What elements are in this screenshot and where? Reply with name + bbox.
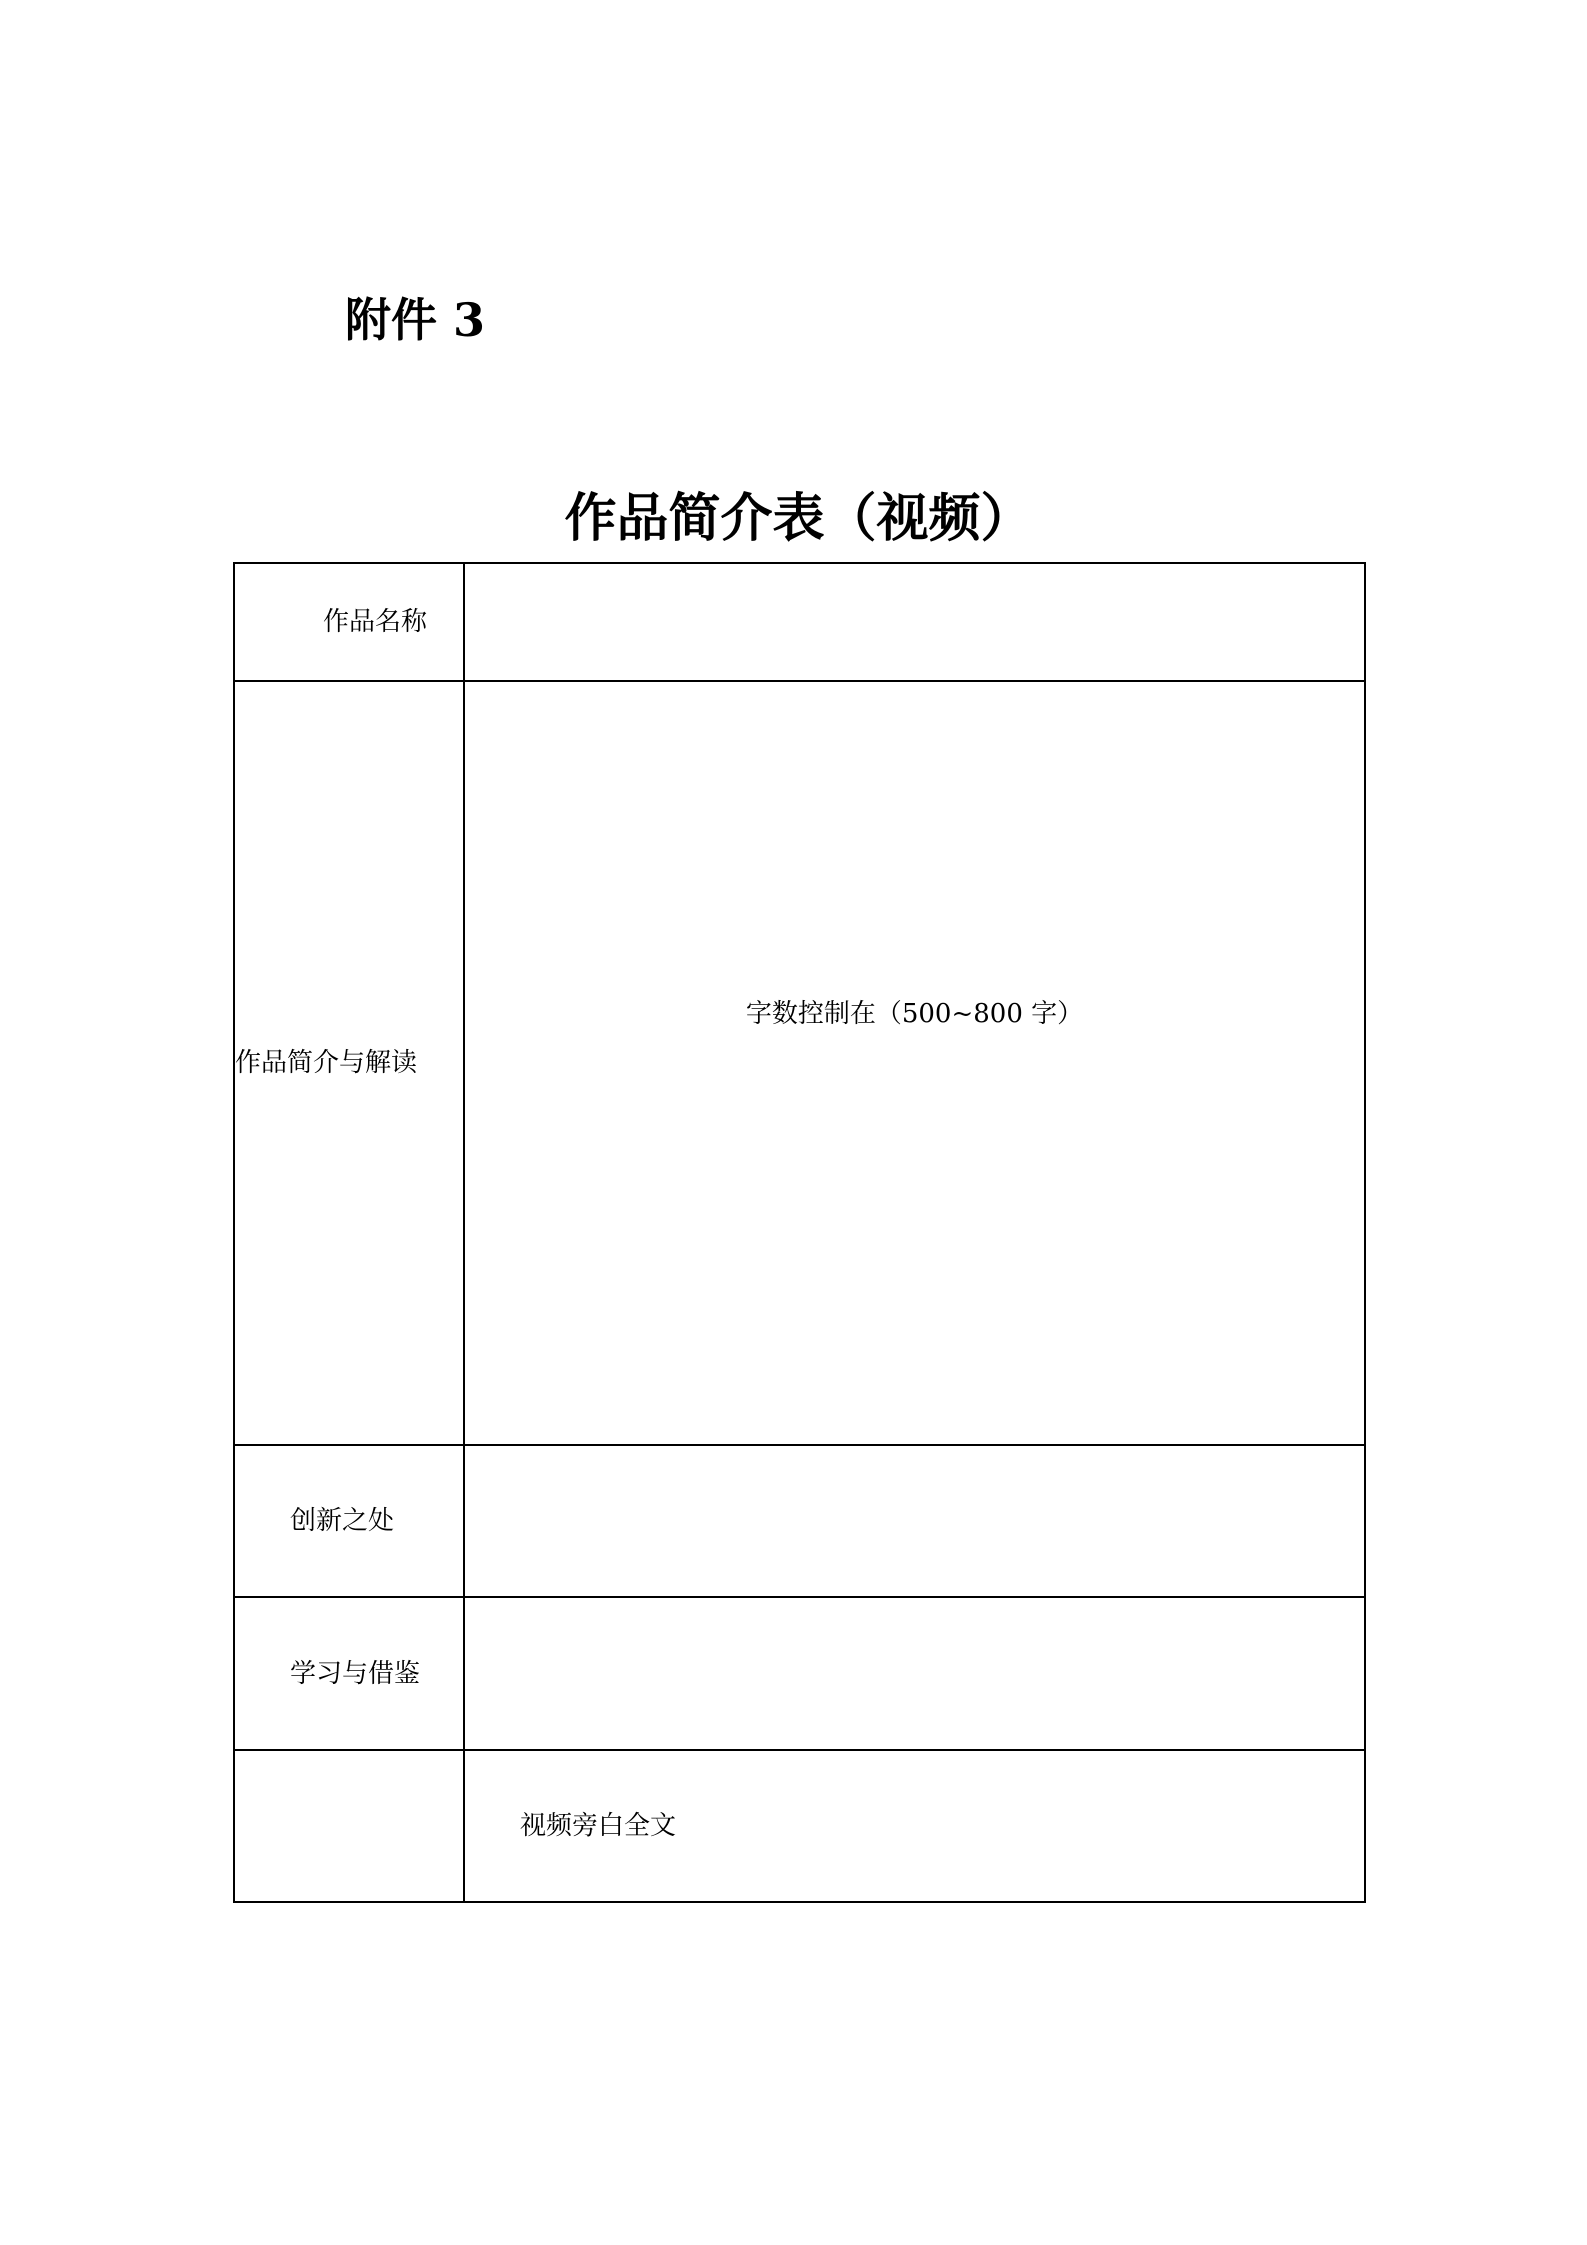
form-row-innovation — [234, 1445, 1365, 1597]
form-row-intro — [234, 681, 1365, 1445]
learning-label: 学习与借鉴 — [234, 1597, 464, 1750]
form-row-learning — [234, 1597, 1365, 1750]
intro-field[interactable] — [464, 681, 1365, 1445]
work-name-label: 作品名称 — [234, 563, 464, 681]
intro-label: 作品简介与解读 — [234, 681, 464, 1445]
learning-field[interactable] — [464, 1597, 1365, 1750]
work-intro-form — [233, 562, 1366, 1903]
narration-field[interactable] — [464, 1750, 1365, 1902]
page-title — [0, 484, 1587, 554]
attachment-label: 附件 3 — [345, 293, 486, 347]
form-row-work-name — [234, 563, 1365, 681]
word-count-hint: 字数控制在（500~800 字） — [745, 999, 1084, 1029]
form-row-narration — [234, 1750, 1365, 1902]
innovation-field[interactable] — [464, 1445, 1365, 1597]
narration-label — [234, 1750, 464, 1902]
work-name-field[interactable] — [464, 563, 1365, 681]
page-title-text: 作品简介表（视频） — [564, 488, 1033, 549]
innovation-label: 创新之处 — [234, 1445, 464, 1597]
narration-value: 视频旁白全文 — [520, 1811, 677, 1841]
